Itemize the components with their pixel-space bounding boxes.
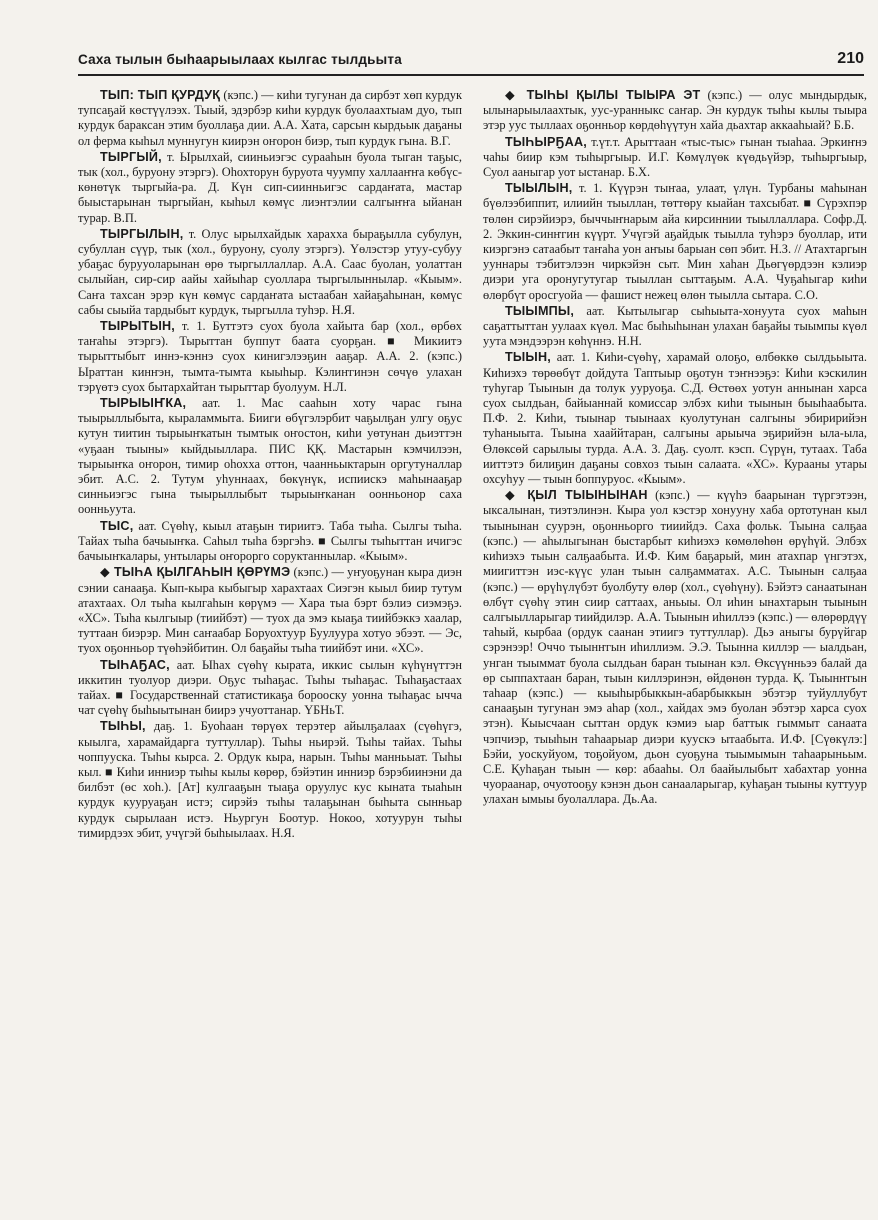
entry-headword: ТЫҺЫ, (100, 719, 146, 734)
dictionary-entry (78, 519, 462, 565)
dictionary-entry (78, 227, 462, 318)
entry-headword: ТЫЫН, (505, 350, 551, 365)
entry-headword: ТЫҺАҔАС, (100, 657, 170, 672)
entry-headword: ТЫЫЛЫН, (505, 181, 573, 196)
dictionary-entry (78, 88, 462, 149)
dictionary-entry (78, 658, 462, 719)
entry-headword: ТЫРЫТЫН, (100, 319, 175, 334)
dictionary-entry (78, 319, 462, 395)
entry-text: даҕ. 1. Буоһаан төрүөх терэтер айылҕалаах (сүөһүгэ, кыылга, харамайдарга туттуллар). Тыһы ньирэй. Тыһы тайах. Тыһы чоппууска. Тыһы кырса. 2. Ордук кыра, нарын. Тыһы манньыат. Тыһы кыл. ■ Киһи инниэр тыһы кылы көрөр, бэйэтин инниэр бэрэбиинэни да билбэт (өс хоһ.). [Ат] кулгааҕын тыаҕа оруулус кус кыната тыаһын курдук кууруаҕан истэ; сирэйэ тыһы талаҕынан быһыта сынньар курдук сырылаан истэ. Ньургун Боотур. Нокоо, хотуурун тыһы тимирдээх эбит, учүгэй быһыылаах. Н.Я. (78, 719, 462, 840)
dictionary-entry (483, 488, 867, 807)
right-column (483, 88, 867, 1203)
entry-headword: ◆ ТЫҺЫ ҚЫЛЫ ТЫЫРА ЭТ (505, 88, 701, 102)
entry-headword: ТЫС, (100, 518, 134, 533)
dictionary-entry (483, 88, 867, 134)
entry-text: (кэпс.) — уҥуоҕунан кыра диэн сэнии санааҕа. Кып-кыра кыбыгыр харахтаах Сиэгэн кыыл биир тутум атахтаах. Ол тыһа кылгаһын көрүмэ — Хара тыа бэрт бэлиэ сиэмэҕэ. «ХС». Тыһа кылгыыр (тиийбэт) — туох да эмэ кыаҕа тиийбэккэ хаалар, туттаан биэрэр. Мин саҥаабар Боруохтуур Буулуура хотуо эбээт. — Эс, туох оҕонньор түөһэйбитин. Ол баҕайы тыһа тиийбэт ини. «ХС». (78, 565, 462, 656)
entry-text: т. Олус ырылхайдык харахха быраҕылла субулун, субуллан сүүр, тык (хол., буруону, суолу этэргэ). Үөлэстэр утуу-субуу убаҕас бурууоларынан өрө тыргыллаллар. А.А. Саас буолан, уолаттан сылыйан, сир-сир аайы хайыһар суоллара тыргылыннылар. «Кыым». Саҥа тахсан эрэр күн көмүс сардаҥата ыстаабан хайаҕаһынан, көмүс сабы сыыйа тардыбыт курдук, тыргылла туһэр. Н.Я. (78, 226, 462, 317)
left-column (78, 88, 462, 1203)
page-number: 210 (837, 50, 864, 67)
entry-text: (кэпс.) — күүһэ баарынан түргэтээн, ыксалынан, тиэтэлинэн. Кыра уол кэстэр хонууну хаба ортотунан кыл тыынынан суурэн, оҕонньорго тииийдэ. Саха фольк. Тыына салҕаа (кэпс.) — аһылыгынан быстарбыт киһиэхэ көмөлөһөн өрүһүй. Элбэх киһиэхэ тыын салҕаабыта. И.Ф. Ким баҕарый, мин атахпар үнгэтэх, миигиттэн иэс-күүс улан тыын салҕамматах. А.С. Тыынын салҕаа (кэпс.) — өрүһүлүбэт буолбуту өлөр (хол., сүөһүну). Бэйэтэ санаатынан өлбүт сүөһү этин сиир саттаах, аньыы. Ол иһин ынахтарын тыынын салгыылларыгар тиийдилэр. А.А. Тыынын иһиллээ (кэпс.) — өлөрөрдүү таһый, кырбаа (ордук саанан этиигэ туттуллар). Дьэ аныгы бурүйгар сэрэнээр! Оччо тыынҥгын иһиллиэм. Э.Э. Тыынна киллэр — ыалдьан, унган тыыммат буола сылдьан баран тыынан кэл. Өксүүнньээ балай да өр сыппахтаан баран, тыын киллэринэн, өйдөнөн турда. Қ. Тыынҥгын таһаар (кэпс.) — кыыһырбыккын-абарбыккын эбэтэр туйуллубут санааҕын тугунан эмэ аһар (хол., хайдах эмэ буолан эбэтэр харса суох этэн). Кыысчаан сыттан ордук кэмиэ ыар баттык гыммыт санаата чэпчиэр, тыыһын таһаарыар диэри куускэ ытаабыта. И.Ф. [Сүөкүлэ:] Бэйи, уоскуйуом, тоҕойуом, дьон суоҕуна тыымымын таһаарыньым. С.Е. Қуһаҕан тыын — көр: абааһы. Ол баайылыбыт хабахтар уонна чуораанар, очуотооҕу кэнэн дьон санааларыгар, куһаҕан тыыны куттуур улахан ымыы буолаллара. Дь.Аа. (483, 488, 867, 807)
dictionary-entry (78, 396, 462, 518)
dictionary-entry (483, 304, 867, 350)
entry-headword: ТЫЫМПЫ, (505, 303, 575, 318)
entry-text: (кэпс.) — олус мындырдык, ылынарыылаахтык, уус-уранныкс саҥар. Эн курдук тыһы кылы тыыра этэр уус тыллаах оҕонньор көрдөһүүтун хайа дьахтар аккааһыай? Б.Б. (483, 88, 867, 133)
entry-headword: ◆ ТЫҺА ҚЫЛГАҺЫН ҚӨРҮМЭ (100, 565, 291, 580)
entry-headword: ТЫҺЫРҔАА, (505, 134, 587, 149)
entry-text: т. 1. Күүрэн тыҥаа, улаат, үлүн. Турбаны маһынан бүөлээбиппит, илиийн тыыллан, төттөру кыайан тахсыбат. ■ Сүрэхпэр төлөн сирэйиэрэ, быччыҥнарым айа кирсиннии тыыллаллара. Софр.Д. 2. Эккин-синҥгин күүрт. Учүгэй аҕайдык тыылла туһэрэ буоллар, ити киэргэнэ сатаабыт таҥаһа уон аҥыы барыан сөп эбит. Н.З. // Атахтаргын ууннары тэбитэлээн чиркэйэн сыт. Мин хаһан Дьөгүөрдээн кэлиэр диэри уга оронугутугар тыыллан сыттаҕым. А.А. Чуҕаһыгар киһи өлөрбүт оросгуойа — фашист нежец өлөн тыылла сытара. С.О. (483, 181, 867, 302)
dictionary-entry (483, 350, 867, 487)
entry-text: т. 1. Буттэтэ суох буола хайыта бар (хол., өрбөх таҥаһы этэргэ). Тырыттан буппут баата суорҕан. ■ Микиитэ тырыттыбыт иннэ-кэннэ суох кинигэлээҕин ааҕар. А.А. 2. (кэпс.) Ыраттан кинҥэн, тымта-тымта кыыһыр. Кэлиҥгинэн сөчүө улахан тэрүөтэ суох бытархайтан тырыттар буолуум. Н.Л. (78, 319, 462, 394)
entry-headword: ТЫРГЫЛЫН, (100, 226, 184, 241)
dictionary-entry (78, 565, 462, 656)
entry-headword: ТЫП: ТЫП ҚУРДУҚ (100, 88, 221, 102)
page-header (78, 48, 864, 72)
entry-text: аат. 1. Мас сааһын хоту чарас гына тыырыллыбыта, кыраламмыта. Бииги өбүгэлэрбит чаҕылҕан улгу оҕус кутун тиитин тырыыҥкатын тымтык оҥостон, киһи уөтунан дьиэттэн «уҕаан тыыны» кыйдыыллара. ПИС ҚҚ. Мастарын кэмчилээн, тырыыҥка оҥорон, тимир оһохха оттон, чаанньыктарын оргутуналлар эбит. А.С. 2. Тутум уһуннаах, бөкүнүк, испиискэ маһынааҕар синньиэгэс гына тыырыллыбыт тырыыҥканан оонньонор саха оонньуута. (78, 396, 462, 517)
entry-text: аат. Ыһах сүөһү кырата, иккис сылын күһүнүттэн иккитин туолуор диэри. Оҕус тыһаҕас. Тыһы тыһаҕас. Тыһаҕастаах тайах. ■ Государственнай статистикаҕа борооску уонна тыһаҕас ычча чат сүөһү быһыытынан биирэ учуоттанар. ҮБНьТ. (78, 657, 462, 718)
entry-text: т.үт.т. Арыттаан «тыс-тыс» гынан тыаһаа. Эркиҥнэ чаһы биир кэм тыһыргыыр. И.Г. Көмүлүөк күөдьүйэр, тыһыргыыр, Суол ааныгар уот ыстанар. Б.Х. (483, 134, 867, 180)
dictionary-entry (78, 150, 462, 226)
header-rule (78, 74, 864, 76)
entry-text: т. Ырылхай, сииньиэгэс сурааһын буола тыган таҕыс, тык (хол., буруону этэргэ). Оһохторун буруота чуумпу халлааҥҥа көбүс-көнөтүк тыргыйа-ра. Д. Күн сип-сиинньигэс сардаҥата, мастар быыстарынан тыргыйан, кыһыл көмүс лиэнтэлии салгыҥҥа ыйанан турар. В.П. (78, 149, 462, 225)
entry-headword: ТЫРГЫЙ, (100, 149, 162, 164)
entry-headword: ◆ ҚЫЛ ТЫЫНЫНАН (505, 488, 648, 503)
entry-text: аат. Кытылыгар сыһыыта-хонуута суох маһын саҕаттыттан уулаах күөл. Мас быһыһынан улахан баҕайы тыымпы күөл уута мэндээрэн көһүннэ. Н.Н. (483, 303, 867, 349)
entry-text: аат. Сүөһү, кыыл атаҕын тириитэ. Таба тыһа. Сылгы тыһа. Тайах тыһа бачыыҥка. Саһыл тыһа бэргэһэ. ■ Сылгы тыһыттан ичигэс бачыыҥкалары, унтылары оҥороргo соруктаннылар. «Кыым». (78, 518, 462, 564)
dictionary-entry (78, 719, 462, 841)
entry-text: (кэпс.) — киһи тугунан да сирбэт хөп курдук тупсаҕай көстүүлээх. Тыый, эдэрбэр киһи курдук буолаахтыам дуо, тып курдук бараксан этим буоллаҕа дии. А.А. Хата, сарсын кырдьык даҕаны ол ферма кыһыл муннугун киирэн оҥорон биэр, тып курдук гына. В.Г. (78, 88, 462, 148)
dictionary-entry (483, 135, 867, 181)
entry-headword: ТЫРЫЫҤКА, (100, 396, 187, 411)
running-title: Саха тылын быһаарыылаах кылгас тылдьыта (78, 52, 402, 67)
entry-text: аат. 1. Киһи-сүөһү, харамай олоҕо, өлбөккө сылдьыыта. Киһиэхэ төрөөбүт дойдута Таптыыр оҕотун тэҥнээҕэ: Киһи кэскилин туһугар Тыынын да толук ууруоҕа. С.Д. Өстөөх уотун аннынан харса суох сылдьан, байыаннай комиссар элбэх киһи тыынын быыһаабыта. П.Ф. 2. Киһи, тыынар тыынаах куолутунан салгыны эбиририйэн туһаныыта. Тыына хааййтаран, салгыны арыыча эҕирийэн ыла-ыла, Өлөксөй сарылыы турда. А.А. 3. Даҕ. суолт. кэсп. Сүрүн, тутаах. Таба ииттэтэ билиҕин даҕаны совхоз тыын салаата. «ХС». Курааны утары охсуһуу — тыын боппуруос. «Кыым». (483, 350, 867, 487)
dictionary-entry (483, 181, 867, 303)
